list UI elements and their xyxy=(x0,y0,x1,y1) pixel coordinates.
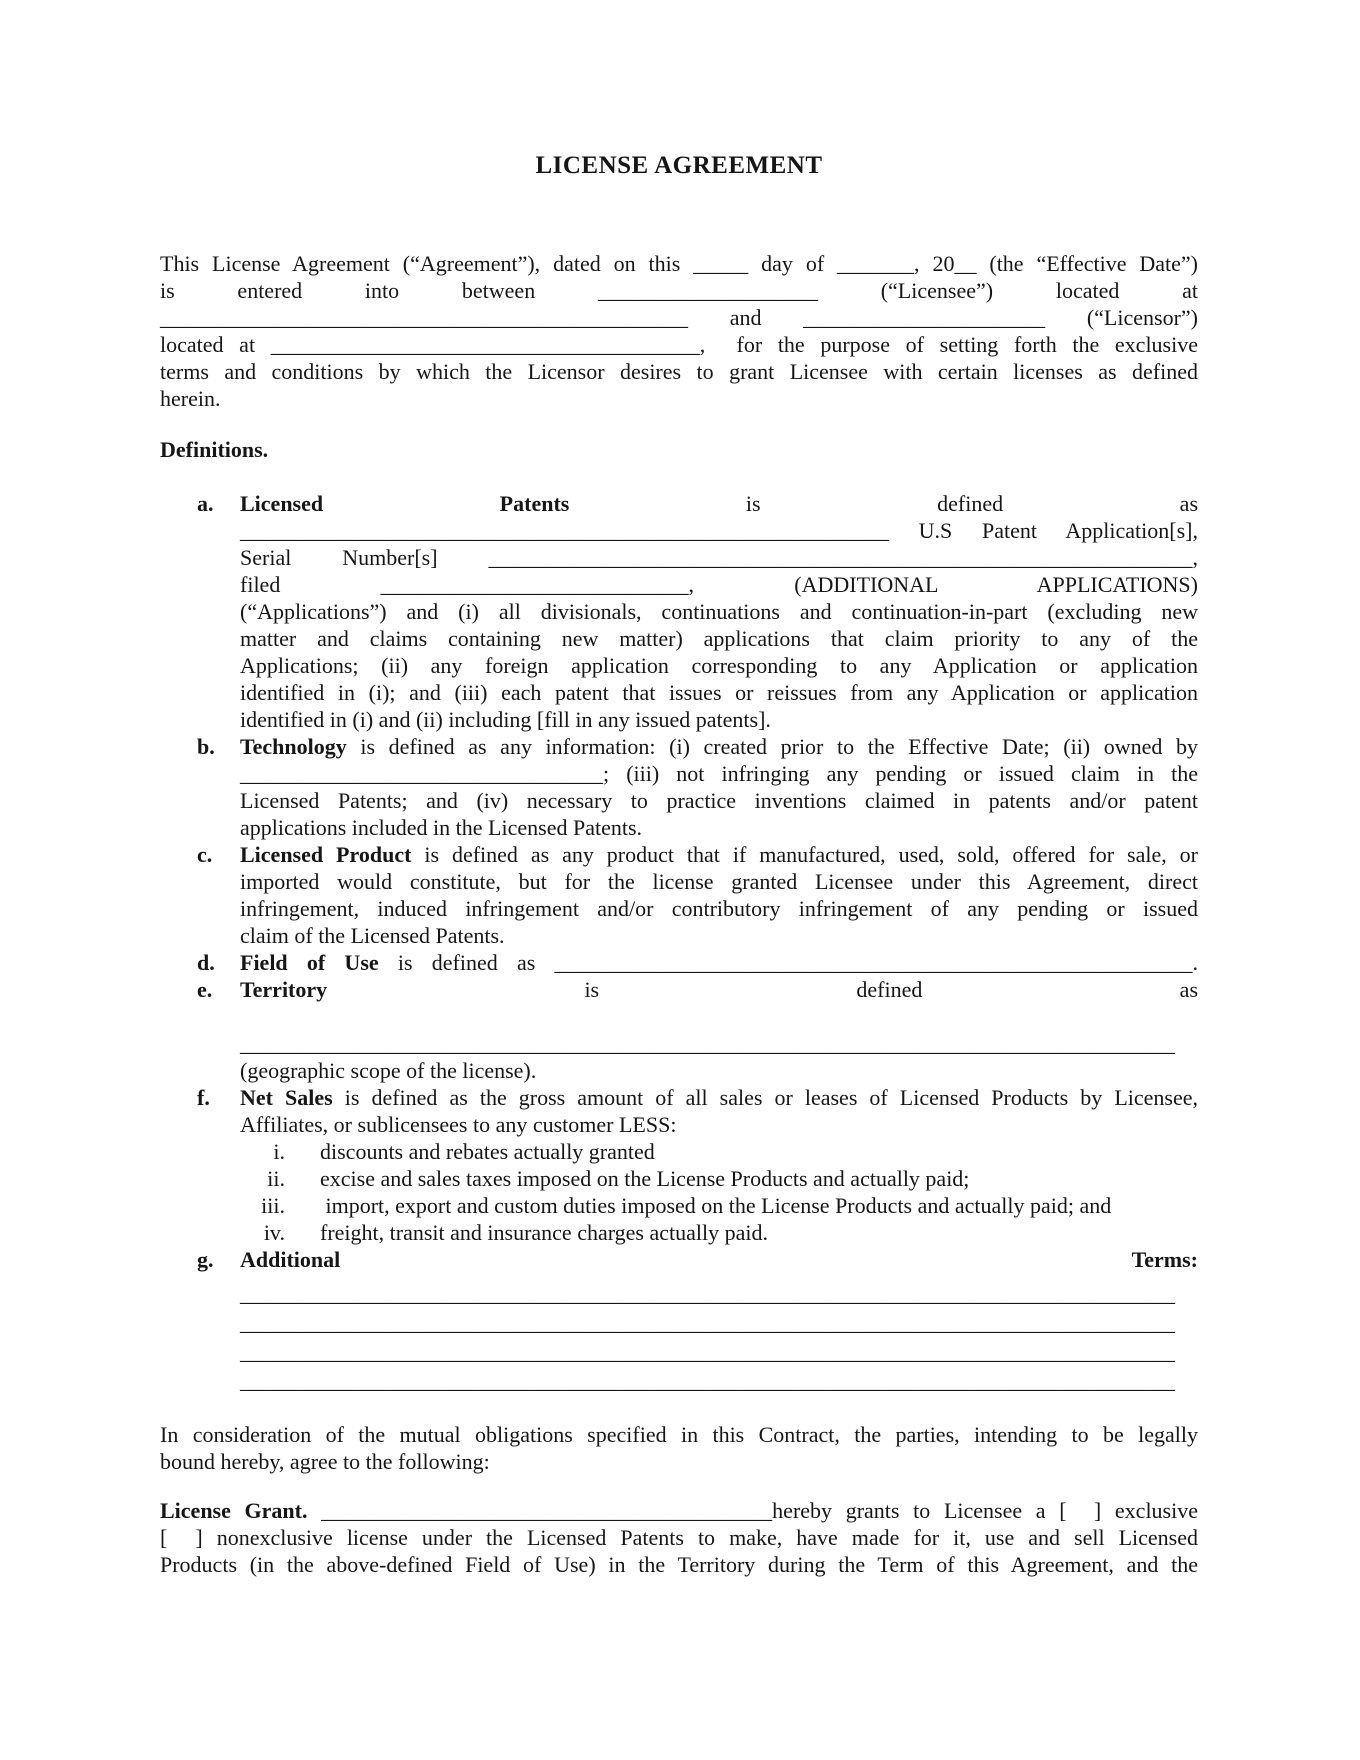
definition-line: Applications; (ii) any foreign application corresponding to any Application or application xyxy=(240,653,1198,678)
definition-term: Additional Terms: xyxy=(240,1247,1198,1272)
definition-term: Licensed Product xyxy=(240,842,412,867)
definition-term: Territory xyxy=(240,977,328,1002)
definitions-heading: Definitions. xyxy=(160,437,269,462)
sublist-text: import, export and custom duties imposed on the License Products and actually paid; and xyxy=(320,1193,1112,1218)
sublist-text: discounts and rebates actually granted xyxy=(320,1139,655,1164)
fill-in-blank-line: _____________________________________________________________________________________ xyxy=(240,1031,1175,1056)
intro-paragraph xyxy=(160,250,1198,412)
definition-line: identified in (i) and (ii) including [fill in any issued patents]. xyxy=(240,707,771,732)
definition-item-territory xyxy=(160,976,1198,1084)
definition-line: (geographic scope of the license). xyxy=(240,1058,537,1083)
paragraph-line: Products (in the above-defined Field of Use) in the Territory during the Term of this Agreement, and the xyxy=(160,1552,1198,1577)
definition-term: Net Sales xyxy=(240,1085,333,1110)
item-marker: f. xyxy=(197,1085,210,1110)
paragraph-line: In consideration of the mutual obligations specified in this Contract, the parties, intending to be legally xyxy=(160,1422,1198,1447)
definition-item-additional-terms xyxy=(160,1246,1198,1395)
paragraph-line: License Grant. _________________________________________hereby grants to Licensee a [ ] exclusive xyxy=(160,1498,1198,1523)
intro-line: This License Agreement (“Agreement”), dated on this _____ day of _______, 20__ (the “Effective Date”) xyxy=(160,251,1198,276)
definition-line: filed ____________________________, (ADDITIONAL APPLICATIONS) xyxy=(240,572,1198,597)
item-marker: d. xyxy=(197,950,215,975)
intro-line: terms and conditions by which the Licensor desires to grant Licensee with certain licenses as defined xyxy=(160,359,1198,384)
definition-line: Field of Use is defined as __________________________________________________________. xyxy=(240,950,1199,975)
fill-in-blank-line: _____________________________________________________________________________________ xyxy=(240,1310,1175,1335)
definition-line xyxy=(240,1246,1198,1273)
paragraph-line: [ ] nonexclusive license under the Licensed Patents to make, have made for it, use and sell Licensed xyxy=(160,1525,1198,1550)
item-marker: g. xyxy=(197,1247,214,1272)
intro-line: is entered into between ____________________ (“Licensee”) located at xyxy=(160,278,1198,303)
definition-line: Licensed Patents is defined as xyxy=(240,491,1199,516)
intro-line: ________________________________________________ and ______________________ (“Licensor”) xyxy=(160,305,1198,330)
sublist-item xyxy=(240,1219,1198,1246)
definition-line: (“Applications”) and (i) all divisionals, continuations and continuation-in-part (excluding new xyxy=(240,599,1198,624)
definition-line: Net Sales is defined as the gross amount of all sales or leases of Licensed Products by Licensee, xyxy=(240,1085,1199,1110)
definition-line: infringement, induced infringement and/or contributory infringement of any pending or issued xyxy=(240,896,1198,921)
fill-in-blank-line: _____________________________________________________________________________________ xyxy=(240,1281,1175,1306)
definition-term: Technology xyxy=(240,734,347,759)
definition-line: Affiliates, or sublicensees to any customer LESS: xyxy=(240,1112,677,1137)
intro-line: herein. xyxy=(160,386,221,411)
definition-item-licensed-product xyxy=(160,841,1198,949)
page-title: LICENSE AGREEMENT xyxy=(535,152,823,179)
sublist-marker: i. xyxy=(273,1139,285,1164)
definition-item-licensed-patents xyxy=(160,490,1198,733)
item-marker: b. xyxy=(197,734,215,759)
definition-term: Licensed Patents xyxy=(240,491,570,516)
sublist-item xyxy=(240,1165,1198,1192)
sublist-marker: iii. xyxy=(261,1193,285,1218)
definition-line: imported would constitute, but for the license granted Licensee under this Agreement, direct xyxy=(240,869,1198,894)
definitions-list xyxy=(160,490,1198,1395)
definition-line: ___________________________________________________________ U.S Patent Application[s], xyxy=(240,518,1198,543)
fill-in-blank-line: _____________________________________________________________________________________ xyxy=(240,1368,1175,1393)
definition-line: Technology is defined as any information: (i) created prior to the Effective Date; (ii) owned by xyxy=(240,734,1198,759)
definition-line: Licensed Product is defined as any product that if manufactured, used, sold, offered for sale, or xyxy=(240,842,1199,867)
definition-item-field-of-use xyxy=(160,949,1198,976)
definition-line: matter and claims containing new matter) applications that claim priority to any of the xyxy=(240,626,1198,651)
definition-line: Territory is defined as xyxy=(240,977,1198,1002)
blank-spacer xyxy=(240,1003,1198,1030)
definition-line: Serial Number[s] ________________________________________________________________, xyxy=(240,545,1198,570)
sublist-text: excise and sales taxes imposed on the License Products and actually paid; xyxy=(320,1166,970,1191)
definition-line: _________________________________; (iii) not infringing any pending or issued claim in the xyxy=(240,761,1198,786)
item-marker: c. xyxy=(197,842,213,867)
item-marker: e. xyxy=(197,977,213,1002)
additional-terms-blanks xyxy=(240,1279,1198,1395)
sublist-marker: ii. xyxy=(267,1166,285,1191)
consideration-paragraph xyxy=(160,1421,1198,1475)
definition-item-net-sales xyxy=(160,1084,1198,1246)
definition-line: applications included in the Licensed Patents. xyxy=(240,815,643,840)
paragraph-line: bound hereby, agree to the following: xyxy=(160,1449,490,1474)
intro-line: located at _______________________________________, for the purpose of setting forth the exclusive xyxy=(160,332,1198,357)
sublist-marker: iv. xyxy=(263,1220,285,1245)
definition-line: claim of the Licensed Patents. xyxy=(240,923,505,948)
definition-line: Licensed Patents; and (iv) necessary to practice inventions claimed in patents and/or patent xyxy=(240,788,1198,813)
definition-item-technology xyxy=(160,733,1198,841)
sublist-item xyxy=(240,1138,1198,1165)
sublist-item xyxy=(240,1192,1198,1219)
definition-term: Field of Use xyxy=(240,950,379,975)
definition-line: identified in (i); and (iii) each patent that issues or reissues from any Application or application xyxy=(240,680,1198,705)
item-marker: a. xyxy=(197,491,214,516)
license-grant-paragraph xyxy=(160,1497,1198,1578)
license-grant-term: License Grant. xyxy=(160,1498,308,1523)
fill-in-blank-line: _____________________________________________________________________________________ xyxy=(240,1339,1175,1364)
sublist-text: freight, transit and insurance charges actually paid. xyxy=(320,1220,768,1245)
